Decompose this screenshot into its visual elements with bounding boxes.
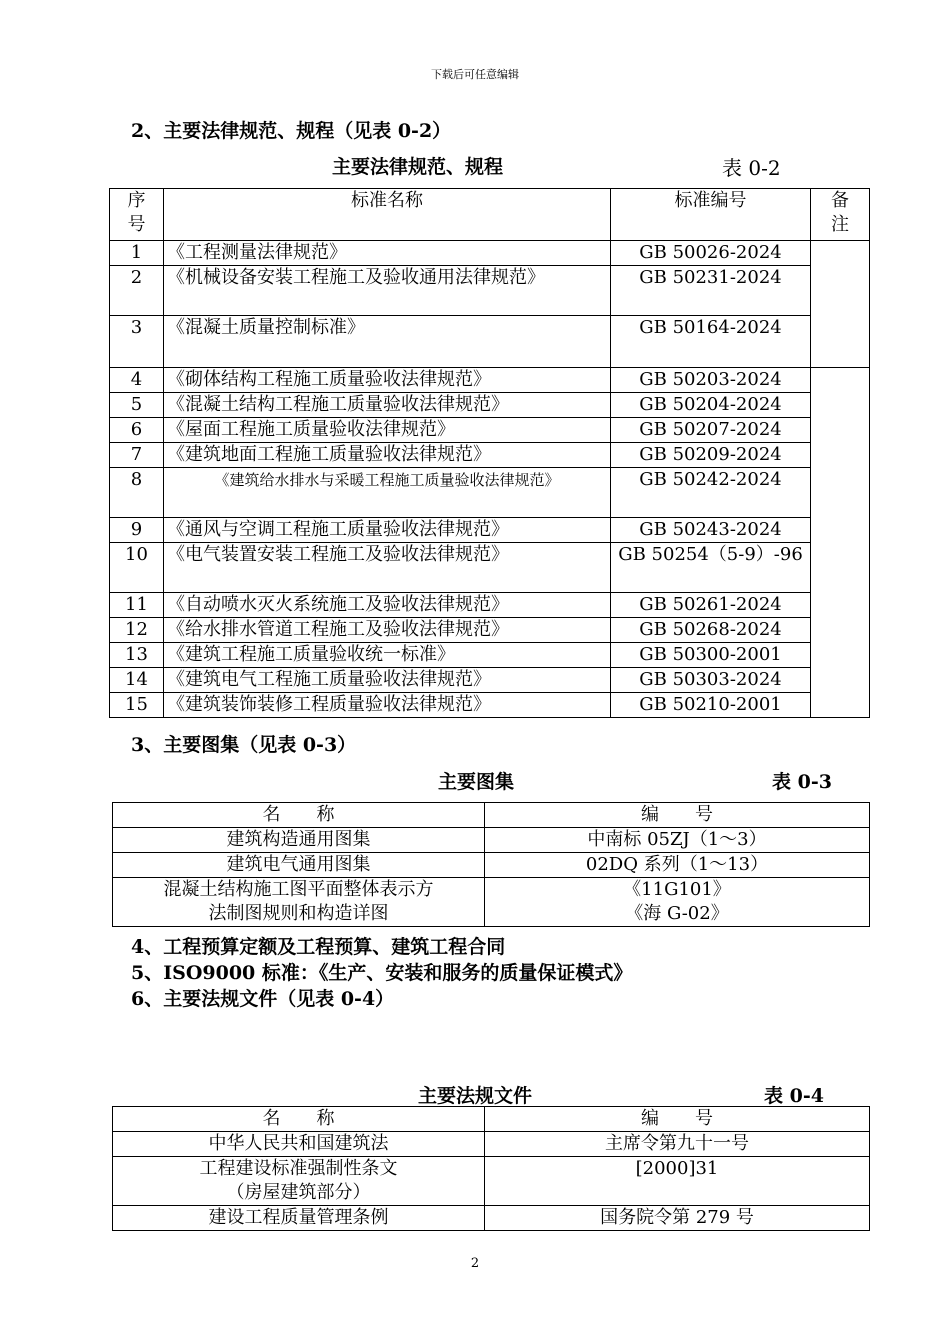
row-code: GB 50210-2001	[611, 693, 811, 718]
header-name: 名 称	[113, 1107, 485, 1132]
row-name: 《建筑电气工程施工质量验收法律规范》	[164, 668, 611, 693]
row-name: 《混凝土结构工程施工质量验收法律规范》	[164, 393, 611, 418]
table-03-number: 表 0-3	[772, 771, 832, 793]
row-name: 《给水排水管道工程施工及验收法律规范》	[164, 618, 611, 643]
row-name: 《建筑给水排水与采暖工程施工质量验收法律规范》	[164, 468, 611, 518]
row-code: GB 50026-2024	[611, 241, 811, 266]
row-name: 《屋面工程施工质量验收法律规范》	[164, 418, 611, 443]
row-code: GB 50204-2024	[611, 393, 811, 418]
row-code: GB 50207-2024	[611, 418, 811, 443]
header-code: 编 号	[485, 1107, 870, 1132]
row-name: 《电气装置安装工程施工及验收法律规范》	[164, 543, 611, 593]
row-name: 《混凝土质量控制标准》	[164, 316, 611, 368]
table-02-caption: 主要法律规范、规程	[332, 156, 504, 178]
row-num: 1	[110, 241, 164, 266]
table-04-caption: 主要法规文件	[418, 1085, 533, 1107]
section-heading-6: 6、主要法规文件（见表 0-4）	[131, 988, 395, 1010]
page-number: 2	[470, 1256, 480, 1271]
row-code: GB 50243-2024	[611, 518, 811, 543]
row-code: GB 50164-2024	[611, 316, 811, 368]
row-code: 《11G101》 《海 G-02》	[485, 878, 870, 927]
row-num: 13	[110, 643, 164, 668]
header-code: 标准编号	[611, 189, 811, 241]
section-heading-5: 5、ISO9000 标准：《生产、安装和服务的质量保证模式》	[131, 962, 633, 984]
header-remark: 备 注	[811, 189, 870, 241]
row-name: 混凝土结构施工图平面整体表示方 法制图规则和构造详图	[113, 878, 485, 927]
row-num: 8	[110, 468, 164, 518]
header-code: 编 号	[485, 803, 870, 828]
remark-cell	[811, 368, 870, 718]
row-num: 15	[110, 693, 164, 718]
row-code: 02DQ 系列（1～13）	[485, 853, 870, 878]
row-code: GB 50303-2024	[611, 668, 811, 693]
section-heading-4: 4、工程预算定额及工程预算、建筑工程合同	[131, 936, 506, 958]
row-code: GB 50203-2024	[611, 368, 811, 393]
row-name: 《砌体结构工程施工质量验收法律规范》	[164, 368, 611, 393]
row-num: 14	[110, 668, 164, 693]
standards-table	[109, 188, 870, 718]
section-heading-3: 3、主要图集（见表 0-3）	[131, 734, 357, 756]
atlas-table	[112, 802, 870, 927]
row-code: GB 50254（5-9）-96	[611, 543, 811, 593]
regulations-table	[112, 1106, 870, 1231]
row-name: 中华人民共和国建筑法	[113, 1132, 485, 1157]
row-name: 《自动喷水灭火系统施工及验收法律规范》	[164, 593, 611, 618]
row-num: 6	[110, 418, 164, 443]
row-num: 10	[110, 543, 164, 593]
row-num: 3	[110, 316, 164, 368]
row-code: [2000]31	[485, 1157, 870, 1206]
row-name: 工程建设标准强制性条文 （房屋建筑部分）	[113, 1157, 485, 1206]
remark-cell	[811, 241, 870, 368]
header-name: 标准名称	[164, 189, 611, 241]
row-name: 《通风与空调工程施工质量验收法律规范》	[164, 518, 611, 543]
row-code: GB 50261-2024	[611, 593, 811, 618]
row-name: 建筑电气通用图集	[113, 853, 485, 878]
table-04-number: 表 0-4	[764, 1085, 824, 1107]
row-code: GB 50209-2024	[611, 443, 811, 468]
header-name: 名 称	[113, 803, 485, 828]
row-code: 中南标 05ZJ（1～3）	[485, 828, 870, 853]
row-name: 《机械设备安装工程施工及验收通用法律规范》	[164, 266, 611, 316]
section-heading-2: 2、主要法律规范、规程（见表 0-2）	[131, 120, 452, 142]
header-note: 下载后可任意编辑	[431, 68, 519, 81]
row-name: 《建筑装饰装修工程质量验收法律规范》	[164, 693, 611, 718]
table-02-number: 表 0-2	[722, 156, 781, 180]
table-03-caption: 主要图集	[438, 771, 515, 793]
header-num: 序 号	[110, 189, 164, 241]
row-num: 12	[110, 618, 164, 643]
row-code: GB 50268-2024	[611, 618, 811, 643]
row-code: GB 50231-2024	[611, 266, 811, 316]
row-code: 国务院令第 279 号	[485, 1206, 870, 1231]
row-name: 建筑构造通用图集	[113, 828, 485, 853]
row-name: 《建筑工程施工质量验收统一标准》	[164, 643, 611, 668]
row-code: GB 50242-2024	[611, 468, 811, 518]
row-num: 5	[110, 393, 164, 418]
row-name: 《建筑地面工程施工质量验收法律规范》	[164, 443, 611, 468]
row-code: 主席令第九十一号	[485, 1132, 870, 1157]
row-num: 7	[110, 443, 164, 468]
row-num: 4	[110, 368, 164, 393]
row-code: GB 50300-2001	[611, 643, 811, 668]
row-num: 2	[110, 266, 164, 316]
row-name: 建设工程质量管理条例	[113, 1206, 485, 1231]
row-name: 《工程测量法律规范》	[164, 241, 611, 266]
row-num: 9	[110, 518, 164, 543]
row-num: 11	[110, 593, 164, 618]
